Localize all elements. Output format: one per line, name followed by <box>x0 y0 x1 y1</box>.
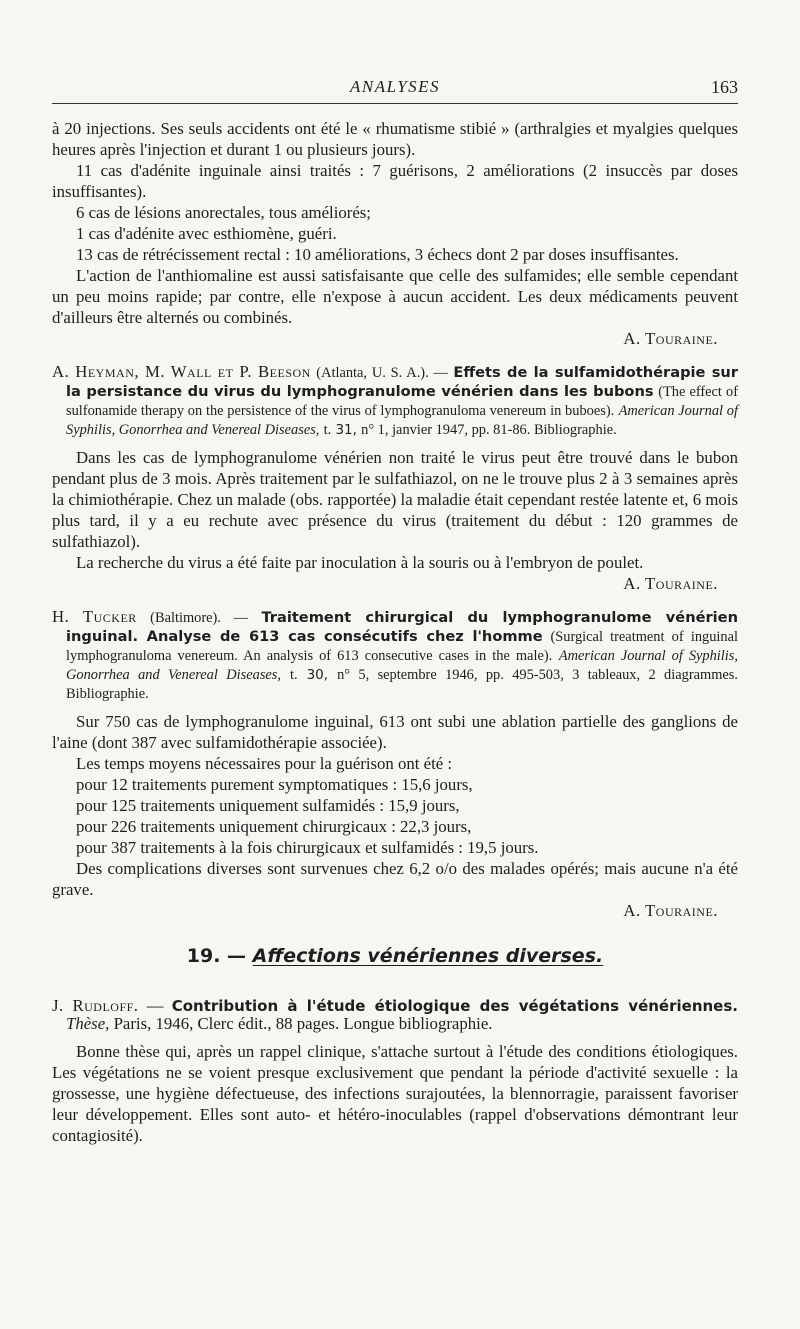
review-paragraph: La recherche du virus a été faite par inoculation à la souris ou à l'embryon de poulet. <box>76 553 644 572</box>
review-signature: A. Touraine. <box>623 329 718 348</box>
review-paragraph: Les temps moyens nécessaires pour la guérison ont été : <box>76 754 453 773</box>
review-line: à 20 injections. Ses seuls accidents ont été le « rhumatisme stibié » (arthralgies et myalgies quelques heures après l'injection et durant 1 ou plusieurs jours). <box>52 119 738 159</box>
review-line: 13 cas de rétrécissement rectal : 10 améliorations, 3 échecs dont 2 par doses insuffisantes. <box>76 245 679 264</box>
entry-title: Contribution à l'étude étiologique des végétations vénériennes. <box>171 997 738 1015</box>
entry-vol-prefix: t. <box>323 422 332 438</box>
review-list-item: pour 125 traitements uniquement sulfamidés : 15,9 jours, <box>76 796 460 815</box>
review-line: 6 cas de lésions anorectales, tous améliorés; <box>76 203 371 222</box>
entry-volume: 31, <box>335 422 357 438</box>
page-body <box>52 118 738 1146</box>
entry-volume: 30, <box>306 667 329 683</box>
review-line: L'action de l'anthiomaline est aussi satisfaisante que celle des sulfamides; elle semble cependant un peu moins rapide; par contre, elle n'expose à aucun accident. Les deux médicaments peuvent d'ailleurs être alternés ou combinés. <box>52 266 738 327</box>
review-paragraph: Dans les cas de lymphogranulome vénérien non traité le virus peut être trouvé dans le bubon pendant plus de 3 mois. Après traitement par le sulfathiazol, on ne le trouve plus 2 à 3 semaines après la chimiothérapie. Chez un malade (obs. rapportée) la maladie était cependant restée latente et, 6 mois plus tard, il y a eu rechute avec présence du virus (traitement du début : 120 grammes de sulfathiazol). <box>52 448 738 551</box>
review-signature: A. Touraine. <box>623 901 718 920</box>
entry-journal: American Journal of Syphilis, Gonorrhea and Venereal Diseases, <box>66 648 739 683</box>
page-header <box>52 75 738 104</box>
entry-heading <box>52 608 738 703</box>
section-number: 19. — <box>186 945 247 967</box>
entry-dash: — <box>146 996 164 1015</box>
review-paragraph: Sur 750 cas de lymphogranulome inguinal, 613 ont subi une ablation partielle des ganglions de l'aine (dont 387 avec sulfamidothérapie associée). <box>52 712 738 752</box>
entry-authors: A. Heyman, M. Wall et P. Beeson <box>52 362 311 381</box>
entry-location: (Atlanta, U. S. A.). — <box>316 365 448 381</box>
running-title: ANALYSES <box>349 77 441 96</box>
review-line: 1 cas d'adénite avec esthiomène, guéri. <box>76 224 337 243</box>
entry-journal: American Journal of Syphilis, Gonorrhea and Venereal Diseases, <box>66 403 738 438</box>
entry-bib-original-title: (Surgical treatment of inguinal lymphogranuloma venereum. An analysis of 613 consecutive cases in the male). <box>66 629 738 664</box>
entry-bib-details: n° 1, janvier 1947, pp. 81-86. Bibliographie. <box>361 422 617 438</box>
entry-bib-details: Paris, 1946, Clerc édit., 88 pages. Longue bibliographie. <box>113 1014 493 1033</box>
entry-heading <box>52 997 738 1033</box>
entry-heading <box>52 363 738 439</box>
review-paragraph: Des complications diverses sont survenues chez 6,2 o/o des malades opérés; mais aucune n'a été grave. <box>52 859 738 899</box>
entry-vol-prefix: t. <box>290 667 298 683</box>
entry-authors: J. Rudloff. <box>52 996 139 1015</box>
section-title: Affections vénériennes diverses. <box>252 945 604 967</box>
entry-bib-original-title: (The effect of sulfonamide therapy on the persistence of the virus of lymphogranuloma venereum in buboes). <box>66 384 738 419</box>
entry-authors: H. Tucker <box>52 607 137 626</box>
entry-location: (Baltimore). — <box>150 610 249 626</box>
review-list-item: pour 226 traitements uniquement chirurgicaux : 22,3 jours, <box>76 817 472 836</box>
section-heading <box>52 945 738 967</box>
review-paragraph: Bonne thèse qui, après un rappel clinique, s'attache surtout à l'étude des conditions étiologiques. Les végétations ne se voient presque exclusivement que pendant la période d'activité sexuelle : la grossesse, une hygiène défectueuse, des infections surajoutées, la blennorragie, paraissent favoriser leur développement. Elles sont auto- et hétéro-inoculables (rappel d'observations démontrant leur contagiosité). <box>52 1042 738 1145</box>
review-signature: A. Touraine. <box>623 574 718 593</box>
page-number: 163 <box>711 77 738 97</box>
entry-title: Effets de la sulfamidothérapie sur la persistance du virus du lymphogranulome vénérien dans les bubons <box>66 364 739 400</box>
entry-bib-details: n° 5, septembre 1946, pp. 495-503, 3 tableaux, 2 diagrammes. Bibliographie. <box>66 667 738 702</box>
review-list-item: pour 387 traitements à la fois chirurgicaux et sulfamidés : 19,5 jours. <box>76 838 539 857</box>
entry-thesis: Thèse, <box>66 1014 110 1033</box>
review-line: 11 cas d'adénite inguinale ainsi traités : 7 guérisons, 2 améliorations (2 insuccès par doses insuffisantes). <box>52 161 738 201</box>
review-list-item: pour 12 traitements purement symptomatiques : 15,6 jours, <box>76 775 473 794</box>
entry-title: Traitement chirurgical du lymphogranulome vénérien inguinal. Analyse de 613 cas consécutifs chez l'homme <box>66 609 738 645</box>
